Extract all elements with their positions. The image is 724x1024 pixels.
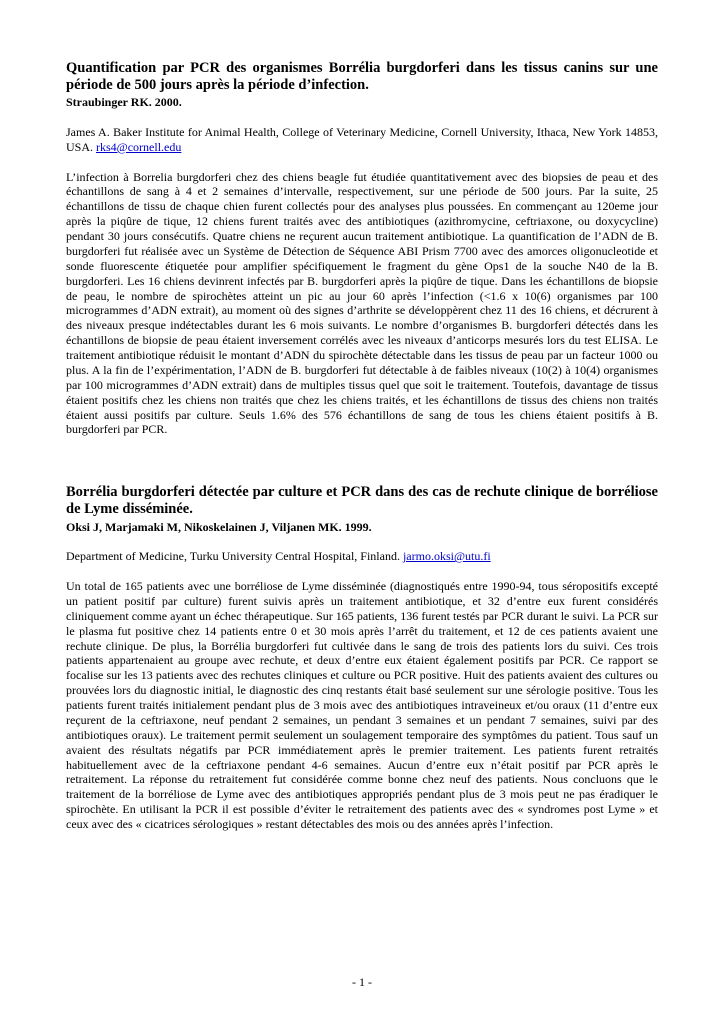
affiliation-text: Department of Medicine, Turku University Central Hospital, Finland. <box>66 549 400 564</box>
abstract-body: L’infection à Borrelia burgdorferi chez des chiens beagle fut étudiée quantitativement avec des biopsies de peau et des échantillons de sang à 4 et 2 semaines d’intervalle, respectivement, sur une période de 500 jours. Par la suite, 25 échantillons de tissu de chaque chien furent collectés pour des analyses plus poussées. En commençant au 120eme jour après la piqûre de tique, 12 chiens furent traités avec des antibiotiques (azithromycine, ceftriaxone, ou doxycycline) pendant 30 jours consécutifs. Quatre chiens ne reçurent aucun traitement antibiotique. La quantification de l’ADN de B. burgdorferi fut réalisée avec un Système de Détection de Séquence ABI Prism 7700 avec des amorces oligonucleotide et sonde fluorescente étiquetée pour amplifier spécifiquement le fragment du gène Ops1 de la souche N40 de la B. burgdorferi. Les 16 chiens devinrent infectés par B. burgdorferi après la piqûre de tique. Dans les échantillons de biopsie de peau, le nombre de spirochètes atteint un pic au jour 60 après l’infection (<1.6 x 10(6) organismes par 100 microgrammes d’ADN extrait), au moment où des signes d’arthrite se développèrent chez 11 des 16 chiens, et décrurent à des niveaux presque indétectables durant les 6 mois suivants. Le nombre d’organismes B. burgdorferi détectés dans les échantillons de biopsie de peau étaient inversement corrélés avec les niveaux d’anticorps mesurés lors du test ELISA. Le traitement antibiotique réduisit le montant d’ADN du spirochète détectable dans les tissus de peau par un facteur 1000 ou plus. A la fin de l’expérimentation, l’ADN de B. burgdorferi fut détectable à de faibles niveaux (10(2) à 10(4) organismes par 100 microgrammes d’ADN extrait) dans de multiples tissus quel que soit le traitement. Toutefois, davantage de tissus étaient positifs chez les chiens non traités que chez les chiens traités, et les échantillons de tissus des chiens non traités étaient aussi positifs par culture. Seuls 1.6% des 576 échantillons de sang de tous les chiens étaient positifs à B. burgdorferi par PCR. <box>66 169 658 437</box>
abstract-title: Quantification par PCR des organismes Borrélia burgdorferi dans les tissus canins sur une période de 500 jours après la période d’infection. <box>66 60 658 94</box>
abstract-affiliation <box>66 549 658 564</box>
abstract-section-1 <box>66 60 658 437</box>
email-link[interactable]: rks4@cornell.edu <box>96 139 182 154</box>
abstract-authors: Straubinger RK. 2000. <box>66 95 182 110</box>
abstract-affiliation <box>66 125 658 155</box>
abstract-section-2 <box>66 484 658 832</box>
page-number: - 1 - <box>352 975 372 989</box>
affiliation-text: James A. Baker Institute for Animal Health, College of Veterinary Medicine, Cornell University, Ithaca, New York 14853, USA. <box>66 124 658 154</box>
abstract-body: Un total de 165 patients avec une borréliose de Lyme disséminée (diagnostiqués entre 1990-94, tous séropositifs excepté un patient positif par culture) furent suivis après un traitement antibiotique, et 32 d’entre eux furent considérés cliniquement comme ayant un échec thérapeutique. Sur 165 patients, 136 furent testés par PCR durant le suivi. La PCR sur le plasma fut positive chez 14 patients entre 0 et 30 mois après l’arrêt du traitement, et 12 de ces patients avaient une rechute clinique. De plus, la Borrélia burgdorferi fut cultivée dans le sang de trois des patients lors du suivi. Ces trois patients appartenaient au groupe avec rechute, et deux d’entre eux étaient également positifs par PCR. Ce rapport se focalise sur les 13 patients avec des rechutes cliniques et culture ou PCR positive. Huit des patients avaient des cultures ou prouvées lors du diagnostic initial, le diagnostic des cinq restants était basé seulement sur une sérologie positive. Tous les patients furent traités initialement pendant plus de 3 mois avec des antibiotiques intraveineux et/ou oraux (11 d’entre eux reçurent de la ceftriaxone, neuf pendant 2 semaines, un pendant 3 semaines et un pendant 7 semaines, suivi par des antibiotiques oraux). Le traitement permit seulement un soulagement temporaire des symptômes du patient. Tous sauf un avaient des résultats négatifs par PCR immédiatement après le premier traitement. Les patients furent retraités habituellement avec de la ceftriaxone pendant 4-6 semaines. Aucun d’entre eux n’était positif par PCR après le retraitement. La réponse du retraitement fut considérée comme bonne chez neuf des patients. Nous concluons que le traitement de la borréliose de Lyme avec des antibiotiques appropriés pendant plus de 3 mois peut ne pas éradiquer le spirochète. En utilisant la PCR il est possible d’éviter le retraitement des patients avec des « syndromes post Lyme » et ceux avec des « cicatrices sérologiques » restant détectables des mois ou des années après l’infection. <box>66 579 658 832</box>
abstract-title: Borrélia burgdorferi détectée par culture et PCR dans des cas de rechute clinique de borréliose de Lyme disséminée. <box>66 484 658 518</box>
email-link[interactable]: jarmo.oksi@utu.fi <box>402 549 491 564</box>
abstract-authors: Oksi J, Marjamaki M, Nikoskelainen J, Viljanen MK. 1999. <box>66 519 372 534</box>
